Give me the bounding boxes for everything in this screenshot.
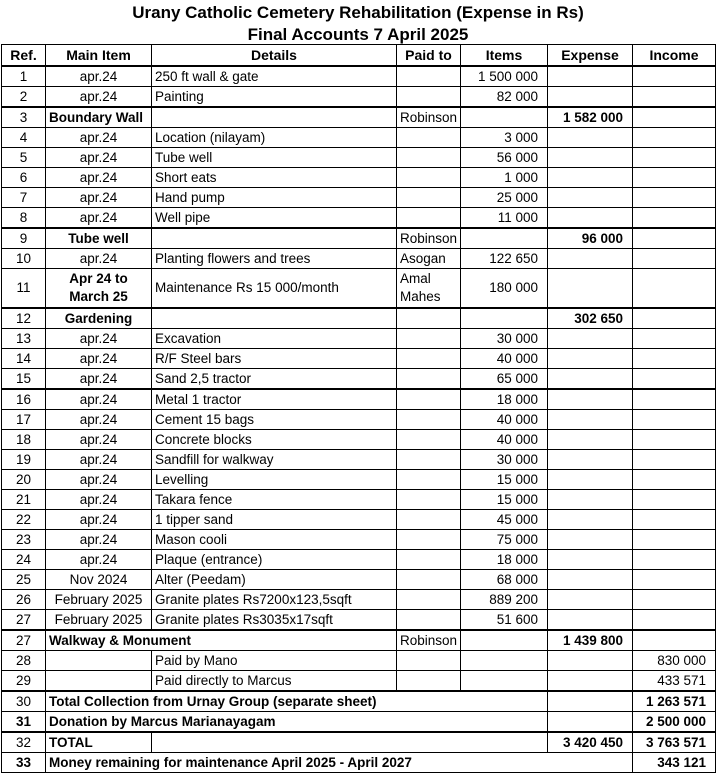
row-main-item: apr.24	[46, 490, 152, 510]
row-paid-to	[397, 410, 461, 430]
table-row	[2, 349, 716, 369]
table-row	[2, 249, 716, 269]
row-paid-to	[397, 188, 461, 208]
row-paid-to	[397, 208, 461, 229]
row-income	[633, 349, 716, 369]
row-income	[633, 610, 716, 631]
row-main-item: Apr 24 to March 25	[46, 269, 152, 309]
row-items: 18 000	[461, 550, 548, 570]
row-income	[633, 450, 716, 470]
row-ref: 19	[2, 450, 46, 470]
row-income	[633, 66, 716, 87]
row-income: 3 763 571	[633, 732, 716, 753]
row-income	[633, 570, 716, 590]
total-collection-row	[2, 691, 716, 712]
row-main-item: apr.24	[46, 410, 152, 430]
row-items: 65 000	[461, 369, 548, 390]
row-items: 11 000	[461, 208, 548, 229]
row-ref: 11	[2, 269, 46, 309]
header-expense: Expense	[548, 45, 633, 67]
row-items: 45 000	[461, 510, 548, 530]
row-ref: 26	[2, 590, 46, 610]
table-row	[2, 128, 716, 148]
row-income	[633, 269, 716, 309]
row-items	[461, 671, 548, 692]
row-income	[633, 107, 716, 128]
row-paid-to	[397, 550, 461, 570]
row-main-item: apr.24	[46, 530, 152, 550]
table-row	[2, 87, 716, 108]
row-details	[152, 228, 397, 249]
row-expense	[548, 450, 633, 470]
row-details: Alter (Peedam)	[152, 570, 397, 590]
row-main-item: apr.24	[46, 369, 152, 390]
row-income: 433 571	[633, 671, 716, 692]
row-main-item: apr.24	[46, 87, 152, 108]
row-items: 68 000	[461, 570, 548, 590]
row-details	[152, 308, 397, 329]
accounts-table	[1, 44, 716, 773]
table-row	[2, 389, 716, 410]
row-expense: 1 582 000	[548, 107, 633, 128]
row-main-item: Nov 2024	[46, 570, 152, 590]
row-income	[633, 550, 716, 570]
row-items: 75 000	[461, 530, 548, 550]
table-row	[2, 530, 716, 550]
row-ref: 16	[2, 389, 46, 410]
row-income	[633, 369, 716, 390]
row-main-item: apr.24	[46, 510, 152, 530]
row-expense: 3 420 450	[548, 732, 633, 753]
row-items: 40 000	[461, 430, 548, 450]
row-details: Well pipe	[152, 208, 397, 229]
row-paid-to	[397, 450, 461, 470]
row-main-item: February 2025	[46, 590, 152, 610]
row-items: 122 650	[461, 249, 548, 269]
row-main-item: Boundary Wall	[46, 107, 152, 128]
header-income: Income	[633, 45, 716, 67]
row-expense	[548, 148, 633, 168]
row-ref: 32	[2, 732, 46, 753]
row-details: Tube well	[152, 148, 397, 168]
table-row	[2, 269, 716, 309]
row-income	[633, 308, 716, 329]
row-items: 1 500 000	[461, 66, 548, 87]
row-expense	[548, 530, 633, 550]
row-income	[633, 410, 716, 430]
row-ref: 28	[2, 651, 46, 671]
row-main-item: Tube well	[46, 228, 152, 249]
row-income	[633, 188, 716, 208]
row-ref: 9	[2, 228, 46, 249]
row-paid-to	[397, 490, 461, 510]
row-paid-to	[397, 470, 461, 490]
row-main-item	[46, 651, 152, 671]
row-details: R/F Steel bars	[152, 349, 397, 369]
row-items	[461, 228, 548, 249]
row-paid-to: Robinson	[397, 630, 461, 651]
row-ref: 6	[2, 168, 46, 188]
subtotal-row-tube-well	[2, 228, 716, 249]
remaining-row	[2, 753, 716, 773]
row-income	[633, 630, 716, 651]
row-ref: 18	[2, 430, 46, 450]
header-main-item: Main Item	[46, 45, 152, 67]
row-paid-to	[397, 66, 461, 87]
row-details: Location (nilayam)	[152, 128, 397, 148]
row-paid-to	[397, 87, 461, 108]
row-expense	[548, 269, 633, 309]
row-ref: 13	[2, 329, 46, 349]
row-income	[633, 168, 716, 188]
table-row	[2, 590, 716, 610]
table-row	[2, 410, 716, 430]
row-label: TOTAL	[46, 732, 152, 753]
row-income	[633, 128, 716, 148]
row-income: 343 121	[633, 753, 716, 773]
table-row	[2, 148, 716, 168]
table-row	[2, 470, 716, 490]
row-details: Painting	[152, 87, 397, 108]
row-items: 30 000	[461, 450, 548, 470]
table-row	[2, 168, 716, 188]
row-details: Plaque (entrance)	[152, 550, 397, 570]
header-paid-to: Paid to	[397, 45, 461, 67]
row-items: 30 000	[461, 329, 548, 349]
row-expense	[548, 249, 633, 269]
table-row	[2, 570, 716, 590]
header-row	[2, 45, 716, 67]
row-details: 250 ft wall & gate	[152, 66, 397, 87]
row-ref: 7	[2, 188, 46, 208]
row-paid-to: Asogan	[397, 249, 461, 269]
row-details: Mason cooli	[152, 530, 397, 550]
row-income	[633, 510, 716, 530]
row-ref: 33	[2, 753, 46, 773]
row-main-item	[46, 671, 152, 692]
row-main-item: February 2025	[46, 610, 152, 631]
row-ref: 27	[2, 630, 46, 651]
row-expense	[548, 87, 633, 108]
row-paid-to	[397, 430, 461, 450]
row-main-item: apr.24	[46, 188, 152, 208]
row-ref: 27	[2, 610, 46, 631]
table-row	[2, 450, 716, 470]
row-main-item: apr.24	[46, 128, 152, 148]
row-ref: 15	[2, 369, 46, 390]
table-row	[2, 610, 716, 631]
row-details: Paid by Mano	[152, 651, 397, 671]
row-main-item: apr.24	[46, 470, 152, 490]
row-details: Maintenance Rs 15 000/month	[152, 269, 397, 309]
row-expense	[548, 188, 633, 208]
table-row	[2, 208, 716, 229]
row-expense	[548, 590, 633, 610]
row-main-item: apr.24	[46, 66, 152, 87]
row-paid-to	[397, 349, 461, 369]
row-paid-to	[397, 530, 461, 550]
row-expense	[548, 389, 633, 410]
row-income	[633, 87, 716, 108]
row-items: 18 000	[461, 389, 548, 410]
row-details: Excavation	[152, 329, 397, 349]
row-paid-to	[397, 329, 461, 349]
row-label: Donation by Marcus Marianayagam	[46, 712, 548, 733]
subtotal-row-walkway-monument	[2, 630, 716, 651]
row-ref: 10	[2, 249, 46, 269]
table-row	[2, 490, 716, 510]
row-income: 830 000	[633, 651, 716, 671]
header-items: Items	[461, 45, 548, 67]
row-items: 40 000	[461, 410, 548, 430]
table-row	[2, 651, 716, 671]
row-income	[633, 249, 716, 269]
row-expense	[548, 410, 633, 430]
donation-row	[2, 712, 716, 733]
row-income	[633, 590, 716, 610]
row-main-item: Gardening	[46, 308, 152, 329]
row-ref: 12	[2, 308, 46, 329]
title-line-1: Urany Catholic Cemetery Rehabilitation (Expense in Rs)	[132, 3, 584, 22]
row-items: 56 000	[461, 148, 548, 168]
row-items	[461, 651, 548, 671]
row-items: 82 000	[461, 87, 548, 108]
row-ref: 25	[2, 570, 46, 590]
row-expense	[548, 691, 633, 712]
row-paid-to	[397, 389, 461, 410]
row-ref: 17	[2, 410, 46, 430]
row-ref: 30	[2, 691, 46, 712]
row-paid-to: Robinson	[397, 107, 461, 128]
row-income	[633, 228, 716, 249]
row-details: Paid directly to Marcus	[152, 671, 397, 692]
row-details: Concrete blocks	[152, 430, 397, 450]
row-label: Total Collection from Urnay Group (separate sheet)	[46, 691, 548, 712]
row-main-item: apr.24	[46, 148, 152, 168]
row-items: 25 000	[461, 188, 548, 208]
row-paid-to	[397, 128, 461, 148]
row-details: Metal 1 tractor	[152, 389, 397, 410]
row-items: 1 000	[461, 168, 548, 188]
row-details: Sandfill for walkway	[152, 450, 397, 470]
row-expense	[548, 610, 633, 631]
row-main-item: Walkway & Monument	[46, 630, 397, 651]
row-details: Granite plates Rs7200x123,5sqft	[152, 590, 397, 610]
row-paid-to	[397, 168, 461, 188]
row-expense	[548, 651, 633, 671]
row-details: Sand 2,5 tractor	[152, 369, 397, 390]
row-expense	[548, 671, 633, 692]
row-main-item: apr.24	[46, 208, 152, 229]
row-paid-to	[397, 369, 461, 390]
title-line-2: Final Accounts 7 April 2025	[247, 25, 469, 44]
row-expense	[548, 128, 633, 148]
row-main-item: apr.24	[46, 450, 152, 470]
row-ref: 29	[2, 671, 46, 692]
row-income	[633, 430, 716, 450]
row-details: Planting flowers and trees	[152, 249, 397, 269]
row-details: 1 tipper sand	[152, 510, 397, 530]
row-ref: 5	[2, 148, 46, 168]
row-main-item: apr.24	[46, 430, 152, 450]
row-income	[633, 389, 716, 410]
row-expense	[548, 168, 633, 188]
row-income	[633, 470, 716, 490]
header-ref: Ref.	[2, 45, 46, 67]
row-ref: 24	[2, 550, 46, 570]
table-row	[2, 329, 716, 349]
row-ref: 23	[2, 530, 46, 550]
row-paid-to	[397, 651, 461, 671]
row-expense: 302 650	[548, 308, 633, 329]
row-ref: 31	[2, 712, 46, 733]
subtotal-row-boundary-wall	[2, 107, 716, 128]
row-details: Cement 15 bags	[152, 410, 397, 430]
row-label: Money remaining for maintenance April 2025 - April 2027	[46, 753, 633, 773]
row-main-item: apr.24	[46, 550, 152, 570]
row-expense	[548, 369, 633, 390]
grand-total-row	[2, 732, 716, 753]
row-expense	[548, 570, 633, 590]
row-main-item: apr.24	[46, 389, 152, 410]
row-empty	[152, 732, 548, 753]
document-title	[0, 0, 716, 44]
table-row	[2, 369, 716, 390]
row-main-item: apr.24	[46, 349, 152, 369]
row-items: 180 000	[461, 269, 548, 309]
row-ref: 4	[2, 128, 46, 148]
table-row	[2, 188, 716, 208]
row-details: Short eats	[152, 168, 397, 188]
row-ref: 14	[2, 349, 46, 369]
row-expense	[548, 712, 633, 733]
row-ref: 22	[2, 510, 46, 530]
row-expense	[548, 66, 633, 87]
row-details: Takara fence	[152, 490, 397, 510]
row-income	[633, 329, 716, 349]
row-details: Levelling	[152, 470, 397, 490]
row-details: Granite plates Rs3035x17sqft	[152, 610, 397, 631]
row-expense	[548, 329, 633, 349]
row-paid-to	[397, 671, 461, 692]
row-income: 1 263 571	[633, 691, 716, 712]
table-row	[2, 430, 716, 450]
row-main-item: apr.24	[46, 329, 152, 349]
subtotal-row-gardening	[2, 308, 716, 329]
row-items: 3 000	[461, 128, 548, 148]
row-ref: 3	[2, 107, 46, 128]
row-items: 15 000	[461, 470, 548, 490]
row-expense: 96 000	[548, 228, 633, 249]
row-details	[152, 107, 397, 128]
row-paid-to	[397, 590, 461, 610]
row-details: Hand pump	[152, 188, 397, 208]
row-paid-to	[397, 610, 461, 631]
row-items: 15 000	[461, 490, 548, 510]
row-items: 40 000	[461, 349, 548, 369]
table-row	[2, 550, 716, 570]
row-ref: 21	[2, 490, 46, 510]
row-income	[633, 208, 716, 229]
row-paid-to: Amal Mahes	[397, 269, 461, 309]
row-expense	[548, 470, 633, 490]
row-ref: 20	[2, 470, 46, 490]
row-ref: 1	[2, 66, 46, 87]
row-income	[633, 530, 716, 550]
row-income: 2 500 000	[633, 712, 716, 733]
table-row	[2, 66, 716, 87]
row-paid-to	[397, 510, 461, 530]
row-paid-to: Robinson	[397, 228, 461, 249]
table-row	[2, 510, 716, 530]
row-expense	[548, 550, 633, 570]
row-expense	[548, 349, 633, 369]
row-expense: 1 439 800	[548, 630, 633, 651]
row-income	[633, 148, 716, 168]
row-items	[461, 308, 548, 329]
row-expense	[548, 490, 633, 510]
row-paid-to	[397, 148, 461, 168]
row-main-item: apr.24	[46, 168, 152, 188]
row-expense	[548, 430, 633, 450]
row-items	[461, 107, 548, 128]
row-items: 51 600	[461, 610, 548, 631]
header-details: Details	[152, 45, 397, 67]
row-income	[633, 490, 716, 510]
row-expense	[548, 208, 633, 229]
table-row	[2, 671, 716, 692]
row-paid-to	[397, 308, 461, 329]
row-items	[461, 630, 548, 651]
row-ref: 2	[2, 87, 46, 108]
row-items: 889 200	[461, 590, 548, 610]
row-ref: 8	[2, 208, 46, 229]
row-main-item: apr.24	[46, 249, 152, 269]
row-expense	[548, 510, 633, 530]
row-paid-to	[397, 570, 461, 590]
